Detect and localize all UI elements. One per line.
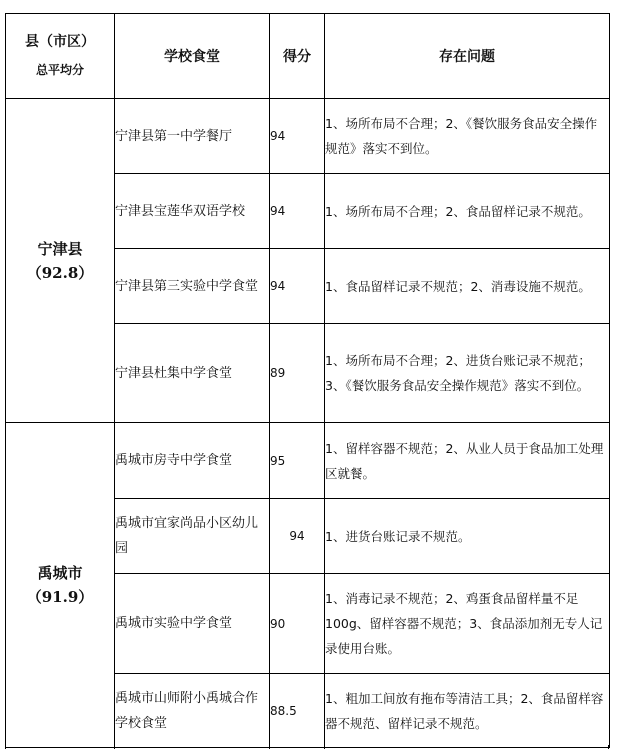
county-cell xyxy=(6,423,115,748)
continuation-border xyxy=(114,745,115,749)
score-value: 94 xyxy=(270,174,325,249)
school-name: 禹城市山师附小禹城合作学校食堂 xyxy=(115,674,270,748)
continuation-border xyxy=(324,745,325,749)
county-name: 禹城市 xyxy=(37,564,83,582)
table-row xyxy=(6,423,610,499)
issue-text: 1、场所布局不合理；2、食品留样记录不规范。 xyxy=(325,174,610,249)
score-value: 94 xyxy=(270,249,325,324)
school-name: 禹城市实验中学食堂 xyxy=(115,574,270,674)
header-score: 得分 xyxy=(270,14,325,99)
school-name: 宁津县宝莲华双语学校 xyxy=(115,174,270,249)
school-name: 宁津县第三实验中学食堂 xyxy=(115,249,270,324)
issue-text: 1、消毒记录不规范；2、鸡蛋食品留样量不足100g、留样容器不规范；3、食品添加剂无专人记录使用台账。 xyxy=(325,574,610,674)
issue-text: 1、留样容器不规范；2、从业人员于食品加工处理区就餐。 xyxy=(325,423,610,499)
continuation-border xyxy=(269,745,270,749)
inspection-table xyxy=(5,13,610,748)
school-name: 宁津县杜集中学食堂 xyxy=(115,324,270,423)
score-value: 94 xyxy=(270,99,325,174)
issue-text: 1、场所布局不合理；2、进货台账记录不规范；3、《餐饮服务食品安全操作规范》落实不到位。 xyxy=(325,324,610,423)
county-avg: （91.9） xyxy=(26,588,94,606)
header-county: 县（市区） xyxy=(25,34,95,51)
table-continuation xyxy=(5,745,609,749)
header-school: 学校食堂 xyxy=(115,14,270,99)
header-issues: 存在问题 xyxy=(325,14,610,99)
issue-text: 1、进货台账记录不规范。 xyxy=(325,499,610,574)
score-value: 95 xyxy=(270,423,325,499)
score-value: 94 xyxy=(270,499,325,574)
issue-text: 1、食品留样记录不规范；2、消毒设施不规范。 xyxy=(325,249,610,324)
school-name: 禹城市宜家尚品小区幼儿园 xyxy=(115,499,270,574)
score-value: 88.5 xyxy=(270,674,325,748)
county-name: 宁津县 xyxy=(37,239,83,258)
school-name: 宁津县第一中学餐厅 xyxy=(115,99,270,174)
county-cell xyxy=(6,99,115,423)
county-avg: （92.8） xyxy=(26,263,94,282)
continuation-border xyxy=(5,745,6,749)
header-row xyxy=(6,14,610,99)
continuation-border xyxy=(608,745,609,749)
score-value: 90 xyxy=(270,574,325,674)
header-avg: 总平均分 xyxy=(35,63,84,78)
issue-text: 1、粗加工间放有拖布等清洁工具；2、食品留样容器不规范、留样记录不规范。 xyxy=(325,674,610,748)
score-value: 89 xyxy=(270,324,325,423)
issue-text: 1、场所布局不合理；2、《餐饮服务食品安全操作规范》落实不到位。 xyxy=(325,99,610,174)
school-name: 禹城市房寺中学食堂 xyxy=(115,423,270,499)
header-county-avg xyxy=(6,14,115,99)
table-row xyxy=(6,99,610,174)
